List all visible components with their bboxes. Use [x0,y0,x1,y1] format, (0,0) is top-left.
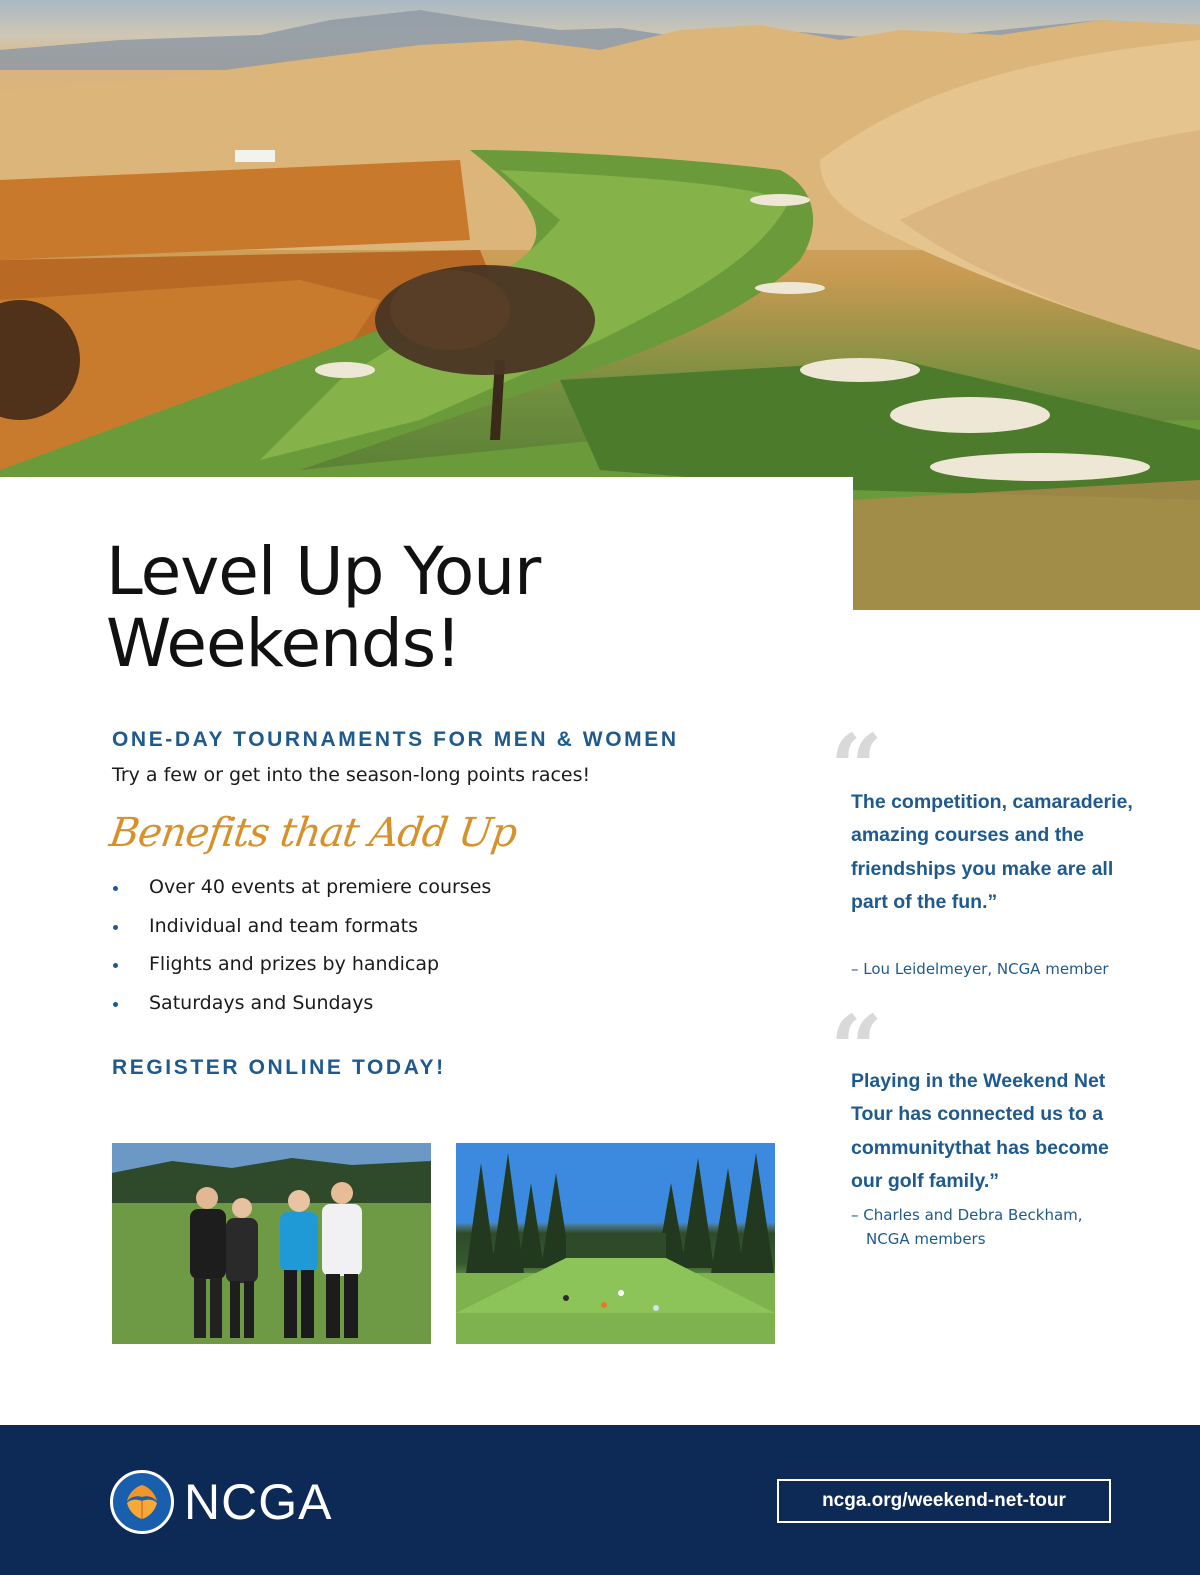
tournament-subhead: ONE-DAY TOURNAMENTS FOR MEN & WOMEN [112,728,679,751]
course-illustration [456,1143,775,1344]
footer-bar [0,1425,1200,1575]
title-line-2: Weekends! [106,605,461,682]
quote-mark-icon: “ [830,714,883,822]
bullet-icon [113,1002,118,1007]
list-item [112,874,491,913]
tagline: Try a few or get into the season-long points races! [112,764,591,786]
benefits-title: Benefits that Add Up [106,810,520,856]
course-photo [456,1143,775,1344]
poppy-logo-icon [110,1470,174,1534]
golfers-illustration [112,1143,431,1344]
hero-photo [0,0,1200,610]
register-cta: REGISTER ONLINE TODAY! [112,1056,446,1079]
testimonial-quote: The competition, camaraderie, amazing courses and the friendships you make are all part of the fun.” [851,791,1133,913]
ncga-logo[interactable] [110,1470,332,1534]
poppy-flower-icon [113,1473,171,1531]
bullet-icon [113,963,118,968]
attribution-line-2: NCGA members [866,1230,986,1248]
attribution-line: – Lou Leidelmeyer, NCGA member [851,960,1109,978]
list-item [112,951,491,990]
bullet-icon [113,925,118,930]
list-item [112,913,491,952]
title-line-1: Level Up Your [106,533,541,610]
bullet-icon [113,886,118,891]
list-item-text: Over 40 events at premiere courses [149,876,492,898]
benefits-list [112,874,491,1028]
testimonial-attribution [851,1203,1141,1251]
website-url-button[interactable]: ncga.org/weekend-net-tour [777,1479,1111,1523]
golfers-photo [112,1143,431,1344]
list-item-text: Flights and prizes by handicap [149,953,440,975]
list-item-text: Individual and team formats [149,914,418,937]
testimonial-quote: Playing in the Weekend Net Tour has connected us to a communitythat has become our golf family.” [851,1070,1109,1192]
page-title [106,533,666,682]
testimonial-attribution [851,957,1141,981]
attribution-line: – Charles and Debra Beckham, [851,1206,1083,1224]
quote-mark-icon: “ [830,995,883,1103]
ncga-wordmark: NCGA [184,1474,333,1530]
list-item-text: Saturdays and Sundays [149,991,374,1014]
list-item [112,990,491,1029]
